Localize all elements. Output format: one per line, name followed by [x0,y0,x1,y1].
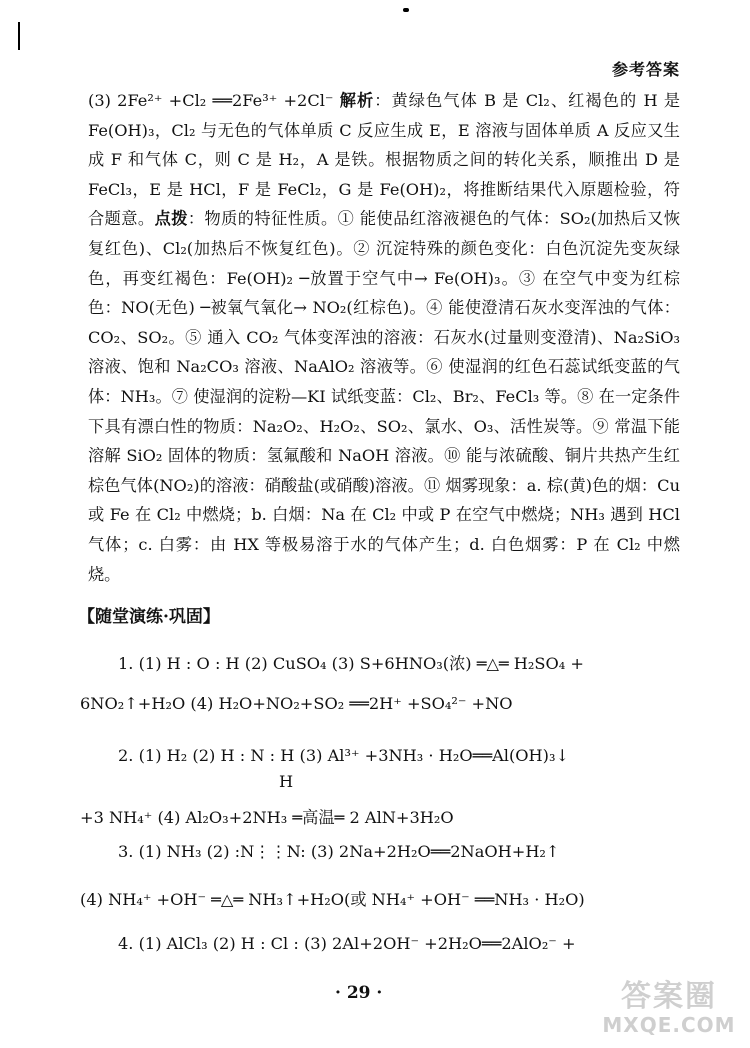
watermark-bottom: MXQE.COM [602,1013,736,1037]
header-title: 参考答案 [611,60,680,79]
answer-line-3-h: H [279,772,294,791]
watermark-logo [600,980,738,1040]
label-jiexi: 解析 [339,91,375,110]
watermark-top: 答案圈 [621,979,717,1014]
answer-line-6: (4) NH₄⁺ +OH⁻ ═△═ NH₃↑+H₂O(或 NH₄⁺ +OH⁻ ══NH₃ · H₂O) [80,890,585,909]
answer-line-7: 4. (1) AlCl₃ (2) H : Cl : (3) 2Al+2OH⁻ +2H₂O══2AlO₂⁻ + [118,934,576,953]
explanation-paragraph [88,86,680,589]
paragraph-part-b: ：黄绿色气体 B 是 Cl₂、红褐色的 H 是 Fe(OH)₃，Cl₂ 与无色的气体单质 C 反应生成 E，E 溶液与固体单质 A 反应又生成 F 和气体 C，则 C 是 H₂，A 是铁。根据物质之间的转化关系，顺推出 D 是 FeCl₃，E 是 HCl，F 是 FeCl₂，G 是 Fe(OH)₂，将推断结果代入原题检验，符合题意。 [88,91,681,229]
paragraph-part-c: ：物质的特征性质。① 能使品红溶液褪色的气体：SO₂(加热后又恢复红色)、Cl₂(加热后不恢复红色)。② 沉淀特殊的颜色变化：白色沉淀先变灰绿色，再变红褐色：Fe(OH)₂ ─放置于空气中→ Fe(OH)₃。③ 在空气中变为红棕色：NO(无色) ─被氧气氧化→ NO₂(红棕色)。④ 能使澄清石灰水变浑浊的气体：CO₂、SO₂。⑤ 通入 CO₂ 气体变浑浊的溶液：石灰水(过量则变澄清)、Na₂SiO₃ 溶液、饱和 Na₂CO₃ 溶液、NaAlO₂ 溶液等。⑥ 使湿润的红色石蕊试纸变蓝的气体：NH₃。⑦ 使湿润的淀粉—KI 试纸变蓝：Cl₂、Br₂、FeCl₃ 等。⑧ 在一定条件下具有漂白性的物质：Na₂O₂、H₂O₂、SO₂、氯水、O₃、活性炭等。⑨ 常温下能溶解 SiO₂ 固体的物质：氢氟酸和 NaOH 溶液。⑩ 能与浓硫酸、铜片共热产生红棕色气体(NO₂)的溶液：硝酸盐(或硝酸)溶液。⑪ 烟雾现象：a. 棕(黄)色的烟：Cu 或 Fe 在 Cl₂ 中燃烧；b. 白烟：Na 在 Cl₂ 中或 P 在空气中燃烧；NH₃ 遇到 HCl 气体；c. 白雾：由 HX 等极易溶于水的气体产生；d. 白色烟雾：P 在 Cl₂ 中燃烧。 [88,209,681,584]
page-number: · 29 · [335,983,383,1003]
top-mark [403,8,409,12]
answer-line-1: 1. (1) H : O : H (2) CuSO₄ (3) S+6HNO₃(浓) ═△═ H₂SO₄ + [118,654,584,673]
answer-line-2: 6NO₂↑+H₂O (4) H₂O+NO₂+SO₂ ══2H⁺ +SO₄²⁻ +NO [80,694,513,713]
section-title: 【随堂演练·巩固】 [78,607,220,627]
label-dianbo: 点拨 [154,209,188,229]
margin-rule [18,22,20,50]
answer-line-5: 3. (1) NH₃ (2) :N⋮⋮N: (3) 2Na+2H₂O══2NaOH+H₂↑ [118,842,560,861]
paragraph-part-a: (3) 2Fe²⁺ +Cl₂ ══2Fe³⁺ +2Cl⁻ [88,91,340,110]
answer-line-3: 2. (1) H₂ (2) H : N : H (3) Al³⁺ +3NH₃ · H₂O══Al(OH)₃↓ [118,746,570,765]
answer-line-4: +3 NH₄⁺ (4) Al₂O₃+2NH₃ ═高温═ 2 AlN+3H₂O [80,808,454,827]
